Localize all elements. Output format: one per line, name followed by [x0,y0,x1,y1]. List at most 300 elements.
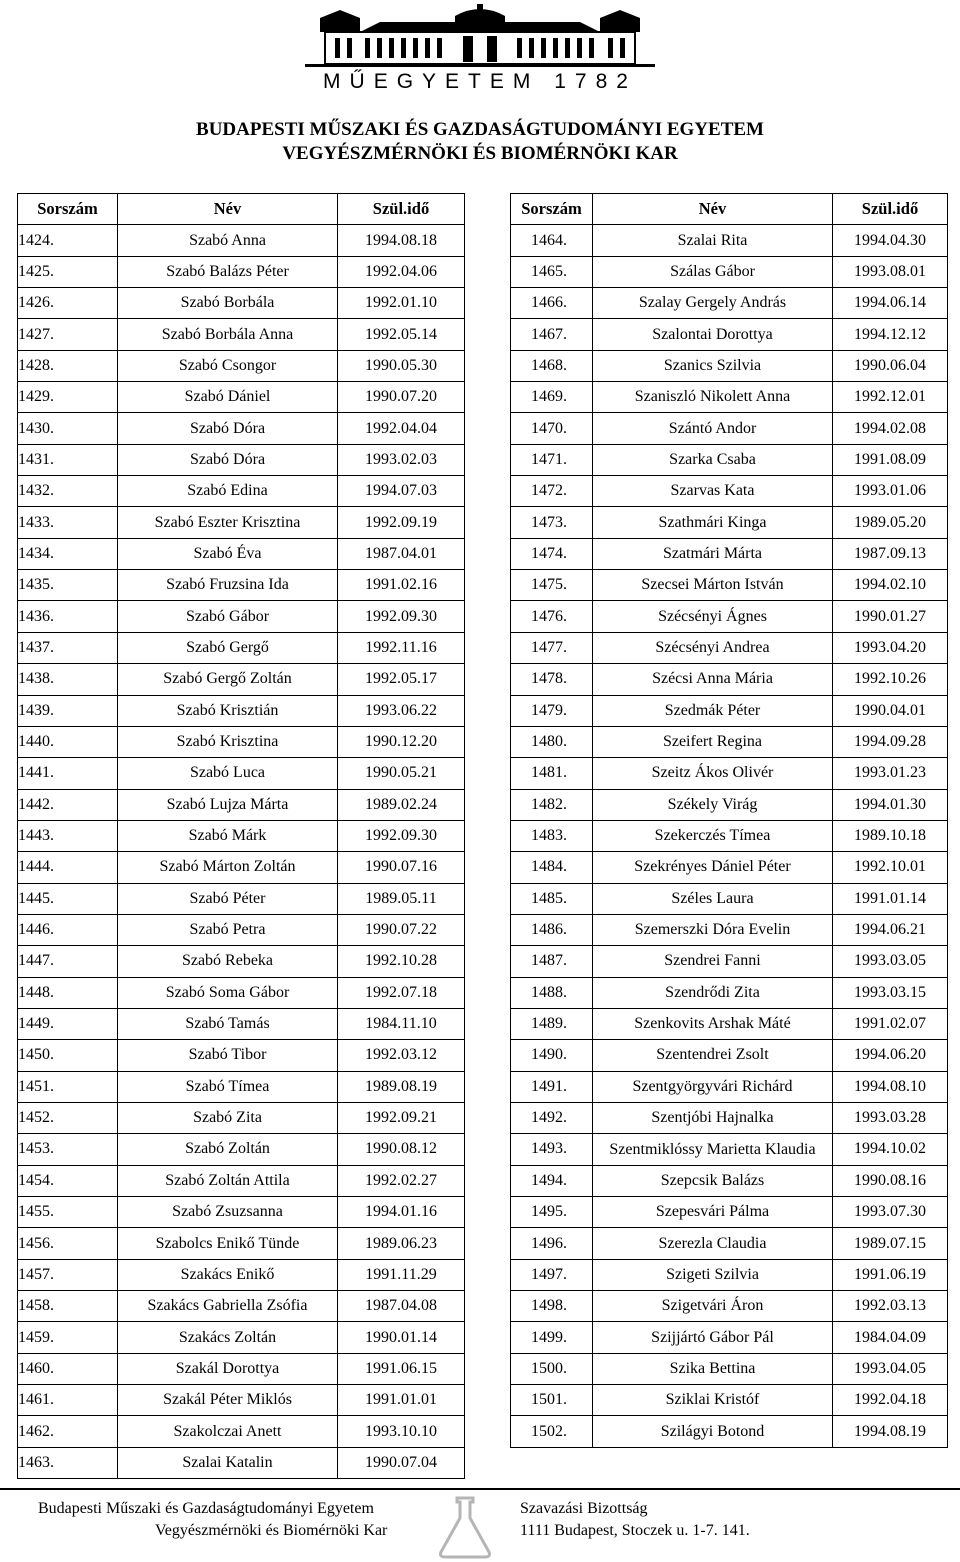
table-row [511,256,948,287]
row-number: 1499. [511,1322,593,1353]
row-number: 1461. [18,1385,118,1416]
table-row [18,538,465,569]
row-birthdate: 1994.08.10 [833,1071,948,1102]
row-name: Sziklai Kristóf [593,1385,833,1416]
row-name: Szakál Dorottya [118,1353,338,1384]
row-number: 1456. [18,1228,118,1259]
table-row [511,476,948,507]
row-number: 1474. [511,538,593,569]
row-name: Szika Bettina [593,1353,833,1384]
row-birthdate: 1990.07.04 [338,1447,465,1478]
row-birthdate: 1994.07.03 [338,476,465,507]
roster-table-right [510,193,948,1448]
row-name: Szálas Gábor [593,256,833,287]
table-row [511,695,948,726]
row-number: 1480. [511,726,593,757]
row-birthdate: 1991.01.01 [338,1385,465,1416]
row-name: Szakolczai Anett [118,1416,338,1447]
table-row [511,507,948,538]
table-row [18,476,465,507]
row-number: 1488. [511,977,593,1008]
row-number: 1457. [18,1259,118,1290]
table-row [511,789,948,820]
table-row [18,1071,465,1102]
row-birthdate: 1994.04.30 [833,225,948,256]
row-name: Szabó Péter [118,883,338,914]
table-row [511,601,948,632]
row-name: Szabó Zsuzsanna [118,1197,338,1228]
row-birthdate: 1990.01.27 [833,601,948,632]
row-birthdate: 1989.02.24 [338,789,465,820]
row-name: Szabó Anna [118,225,338,256]
row-name: Szabó Soma Gábor [118,977,338,1008]
row-number: 1487. [511,946,593,977]
row-name: Szabó Márk [118,820,338,851]
row-number: 1452. [18,1102,118,1133]
row-birthdate: 1992.01.10 [338,288,465,319]
row-birthdate: 1990.04.01 [833,695,948,726]
table-row [511,726,948,757]
table-header-row [18,194,465,225]
table-row [511,1165,948,1196]
row-number: 1438. [18,664,118,695]
table-row [18,382,465,413]
row-birthdate: 1992.12.01 [833,382,948,413]
table-row [511,350,948,381]
row-birthdate: 1993.07.30 [833,1197,948,1228]
table-row [511,1134,948,1165]
row-number: 1439. [18,695,118,726]
faculty-title: VEGYÉSZMÉRNÖKI ÉS BIOMÉRNÖKI KAR [282,143,678,164]
row-number: 1470. [511,413,593,444]
row-name: Szendrődi Zita [593,977,833,1008]
row-name: Szabó Fruzsina Ida [118,570,338,601]
table-row [18,1102,465,1133]
row-name: Szabó Csongor [118,350,338,381]
university-title: BUDAPESTI MŰSZAKI ÉS GAZDASÁGTUDOMÁNYI EGYETEM [196,119,764,140]
table-row [511,1071,948,1102]
row-name: Szentjóbi Hajnalka [593,1102,833,1133]
row-birthdate: 1987.04.01 [338,538,465,569]
row-name: Szepesvári Pálma [593,1197,833,1228]
row-birthdate: 1992.05.14 [338,319,465,350]
row-birthdate: 1994.06.21 [833,914,948,945]
row-birthdate: 1992.10.01 [833,852,948,883]
row-number: 1483. [511,820,593,851]
row-number: 1467. [511,319,593,350]
row-name: Szabó Edina [118,476,338,507]
table-row [511,632,948,663]
row-number: 1501. [511,1385,593,1416]
row-name: Szabó Borbála Anna [118,319,338,350]
table-row [511,444,948,475]
row-number: 1490. [511,1040,593,1071]
table-row [511,538,948,569]
row-number: 1441. [18,758,118,789]
row-birthdate: 1990.12.20 [338,726,465,757]
table-row [511,852,948,883]
table-row [18,1008,465,1039]
row-number: 1489. [511,1008,593,1039]
table-row [511,883,948,914]
row-birthdate: 1993.03.28 [833,1102,948,1133]
row-birthdate: 1989.05.20 [833,507,948,538]
row-number: 1428. [18,350,118,381]
table-row [18,319,465,350]
row-birthdate: 1990.01.14 [338,1322,465,1353]
row-number: 1473. [511,507,593,538]
row-birthdate: 1989.10.18 [833,820,948,851]
row-number: 1475. [511,570,593,601]
logo-wordmark: MŰEGYETEM 1782 [323,70,637,93]
row-birthdate: 1992.03.12 [338,1040,465,1071]
row-name: Szabó Dániel [118,382,338,413]
table-row [18,1447,465,1478]
row-name: Szabó Éva [118,538,338,569]
roster-table-left [17,193,465,1479]
row-number: 1496. [511,1228,593,1259]
table-row [511,570,948,601]
row-name: Szabó Petra [118,914,338,945]
row-birthdate: 1989.06.23 [338,1228,465,1259]
row-number: 1492. [511,1102,593,1133]
row-number: 1451. [18,1071,118,1102]
row-birthdate: 1993.10.10 [338,1416,465,1447]
row-name: Szabó Zita [118,1102,338,1133]
row-birthdate: 1991.06.19 [833,1259,948,1290]
row-name: Szakács Gabriella Zsófia [118,1291,338,1322]
table-row [18,350,465,381]
row-name: Szarvas Kata [593,476,833,507]
row-number: 1479. [511,695,593,726]
row-birthdate: 1992.10.26 [833,664,948,695]
row-birthdate: 1989.08.19 [338,1071,465,1102]
row-birthdate: 1991.01.14 [833,883,948,914]
table-row [511,820,948,851]
row-name: Szemerszki Dóra Evelin [593,914,833,945]
row-birthdate: 1992.11.16 [338,632,465,663]
row-name: Szabó Tímea [118,1071,338,1102]
row-birthdate: 1994.09.28 [833,726,948,757]
row-name: Székely Virág [593,789,833,820]
row-number: 1433. [18,507,118,538]
row-birthdate: 1992.10.28 [338,946,465,977]
row-number: 1429. [18,382,118,413]
row-number: 1498. [511,1291,593,1322]
row-number: 1494. [511,1165,593,1196]
row-birthdate: 1991.08.09 [833,444,948,475]
table-row [511,1102,948,1133]
row-name: Szentmiklóssy Marietta Klaudia [593,1134,833,1165]
row-number: 1427. [18,319,118,350]
table-row [18,1134,465,1165]
row-birthdate: 1989.05.11 [338,883,465,914]
row-name: Szalai Rita [593,225,833,256]
table-row [511,413,948,444]
row-birthdate: 1992.09.30 [338,820,465,851]
row-number: 1435. [18,570,118,601]
row-name: Szécsényi Ágnes [593,601,833,632]
row-name: Szabó Dóra [118,444,338,475]
table-row [511,1385,948,1416]
row-birthdate: 1994.02.10 [833,570,948,601]
row-birthdate: 1984.11.10 [338,1008,465,1039]
row-number: 1476. [511,601,593,632]
row-number: 1469. [511,382,593,413]
row-birthdate: 1994.01.16 [338,1197,465,1228]
row-name: Széles Laura [593,883,833,914]
table-row [511,1416,948,1447]
row-birthdate: 1990.05.30 [338,350,465,381]
row-birthdate: 1993.01.06 [833,476,948,507]
row-name: Szabó Borbála [118,288,338,319]
row-number: 1491. [511,1071,593,1102]
column-header-name: Név [118,194,338,225]
table-row [511,319,948,350]
table-row [18,601,465,632]
row-birthdate: 1990.07.20 [338,382,465,413]
row-birthdate: 1994.02.08 [833,413,948,444]
row-number: 1430. [18,413,118,444]
row-number: 1432. [18,476,118,507]
row-name: Szabó Gergő Zoltán [118,664,338,695]
table-row [511,977,948,1008]
row-birthdate: 1990.07.22 [338,914,465,945]
row-name: Szekrényes Dániel Péter [593,852,833,883]
row-number: 1471. [511,444,593,475]
row-number: 1426. [18,288,118,319]
row-birthdate: 1993.03.05 [833,946,948,977]
row-name: Szalay Gergely András [593,288,833,319]
row-birthdate: 1987.04.08 [338,1291,465,1322]
row-number: 1455. [18,1197,118,1228]
row-number: 1436. [18,601,118,632]
row-number: 1447. [18,946,118,977]
table-row [18,288,465,319]
row-birthdate: 1994.06.20 [833,1040,948,1071]
table-row [18,1291,465,1322]
row-name: Szanics Szilvia [593,350,833,381]
row-name: Szeifert Regina [593,726,833,757]
table-row [18,570,465,601]
table-row [18,883,465,914]
row-number: 1465. [511,256,593,287]
row-birthdate: 1991.02.16 [338,570,465,601]
row-name: Szabó Krisztina [118,726,338,757]
row-name: Szabó Zoltán [118,1134,338,1165]
flask-icon [435,1494,495,1560]
table-row [18,820,465,851]
row-name: Szakács Enikő [118,1259,338,1290]
row-name: Szabó Luca [118,758,338,789]
row-birthdate: 1994.08.19 [833,1416,948,1447]
table-row [18,1040,465,1071]
row-name: Szécsényi Andrea [593,632,833,663]
row-name: Szabolcs Enikő Tünde [118,1228,338,1259]
row-number: 1458. [18,1291,118,1322]
row-name: Szaniszló Nikolett Anna [593,382,833,413]
table-row [511,1353,948,1384]
table-row [18,1228,465,1259]
row-number: 1482. [511,789,593,820]
row-number: 1472. [511,476,593,507]
table-row [18,1197,465,1228]
table-row [511,1259,948,1290]
table-row [511,1322,948,1353]
column-header-number: Sorszám [18,194,118,225]
row-birthdate: 1992.04.18 [833,1385,948,1416]
row-name: Szigetvári Áron [593,1291,833,1322]
table-row [511,1228,948,1259]
table-row [511,225,948,256]
row-birthdate: 1990.07.16 [338,852,465,883]
row-birthdate: 1994.10.02 [833,1134,948,1165]
row-number: 1443. [18,820,118,851]
row-birthdate: 1992.07.18 [338,977,465,1008]
table-row [18,1259,465,1290]
row-name: Szerezla Claudia [593,1228,833,1259]
row-birthdate: 1990.06.04 [833,350,948,381]
row-name: Szalai Katalin [118,1447,338,1478]
row-number: 1425. [18,256,118,287]
row-birthdate: 1990.05.21 [338,758,465,789]
row-name: Szalontai Dorottya [593,319,833,350]
footer-faculty: Vegyészmérnöki és Biomérnöki Kar [155,1522,388,1539]
row-number: 1442. [18,789,118,820]
row-name: Szabó Rebeka [118,946,338,977]
row-birthdate: 1994.06.14 [833,288,948,319]
row-birthdate: 1991.02.07 [833,1008,948,1039]
table-row [511,758,948,789]
row-name: Szecsei Márton István [593,570,833,601]
row-number: 1468. [511,350,593,381]
row-birthdate: 1992.09.19 [338,507,465,538]
column-header-birthdate: Szül.idő [338,194,465,225]
table-row [18,225,465,256]
table-row [18,632,465,663]
table-row [18,1385,465,1416]
row-name: Szenkovits Arshak Máté [593,1008,833,1039]
row-name: Szakál Péter Miklós [118,1385,338,1416]
row-birthdate: 1992.03.13 [833,1291,948,1322]
row-birthdate: 1994.12.12 [833,319,948,350]
table-row [18,726,465,757]
table-row [18,977,465,1008]
row-number: 1500. [511,1353,593,1384]
row-number: 1431. [18,444,118,475]
row-name: Szedmák Péter [593,695,833,726]
table-row [18,695,465,726]
row-number: 1493. [511,1134,593,1165]
table-row [18,1165,465,1196]
table-row [511,1197,948,1228]
table-row [18,444,465,475]
row-birthdate: 1993.01.23 [833,758,948,789]
row-name: Szatmári Márta [593,538,833,569]
row-number: 1450. [18,1040,118,1071]
row-number: 1484. [511,852,593,883]
row-name: Szijjártó Gábor Pál [593,1322,833,1353]
row-name: Szabó Dóra [118,413,338,444]
column-header-number: Sorszám [511,194,593,225]
row-name: Szekerczés Tímea [593,820,833,851]
row-number: 1460. [18,1353,118,1384]
table-row [511,1008,948,1039]
table-row [18,914,465,945]
row-name: Szilágyi Botond [593,1416,833,1447]
row-name: Szarka Csaba [593,444,833,475]
row-birthdate: 1993.04.20 [833,632,948,663]
row-birthdate: 1993.04.05 [833,1353,948,1384]
row-birthdate: 1992.04.06 [338,256,465,287]
table-row [18,1322,465,1353]
table-row [511,1040,948,1071]
row-name: Szabó Lujza Márta [118,789,338,820]
row-number: 1486. [511,914,593,945]
column-header-name: Név [593,194,833,225]
table-row [18,946,465,977]
row-birthdate: 1992.02.27 [338,1165,465,1196]
row-number: 1424. [18,225,118,256]
row-number: 1437. [18,632,118,663]
table-row [18,789,465,820]
row-number: 1449. [18,1008,118,1039]
row-name: Szentendrei Zsolt [593,1040,833,1071]
row-birthdate: 1994.08.18 [338,225,465,256]
row-number: 1495. [511,1197,593,1228]
row-name: Szabó Zoltán Attila [118,1165,338,1196]
row-birthdate: 1991.11.29 [338,1259,465,1290]
row-birthdate: 1993.02.03 [338,444,465,475]
table-row [511,288,948,319]
row-number: 1446. [18,914,118,945]
row-birthdate: 1992.09.21 [338,1102,465,1133]
row-name: Szeitz Ákos Olivér [593,758,833,789]
table-row [18,758,465,789]
row-name: Szabó Balázs Péter [118,256,338,287]
row-number: 1462. [18,1416,118,1447]
row-number: 1444. [18,852,118,883]
row-number: 1463. [18,1447,118,1478]
row-name: Szabó Márton Zoltán [118,852,338,883]
table-row [511,664,948,695]
footer-university: Budapesti Műszaki és Gazdaságtudományi Egyetem [38,1500,374,1517]
row-number: 1445. [18,883,118,914]
table-row [511,946,948,977]
row-name: Szakács Zoltán [118,1322,338,1353]
table-row [18,852,465,883]
table-row [511,382,948,413]
row-number: 1485. [511,883,593,914]
table-row [18,1416,465,1447]
row-number: 1454. [18,1165,118,1196]
footer-committee: Szavazási Bizottság [520,1500,648,1517]
row-birthdate: 1992.05.17 [338,664,465,695]
row-birthdate: 1990.08.12 [338,1134,465,1165]
row-birthdate: 1994.01.30 [833,789,948,820]
row-birthdate: 1992.09.30 [338,601,465,632]
row-number: 1502. [511,1416,593,1447]
table-header-row [511,194,948,225]
row-birthdate: 1989.07.15 [833,1228,948,1259]
row-birthdate: 1993.06.22 [338,695,465,726]
row-name: Szentgyörgyvári Richárd [593,1071,833,1102]
row-birthdate: 1991.06.15 [338,1353,465,1384]
row-name: Szabó Tibor [118,1040,338,1071]
row-number: 1434. [18,538,118,569]
row-name: Szabó Eszter Krisztina [118,507,338,538]
table-row [18,413,465,444]
